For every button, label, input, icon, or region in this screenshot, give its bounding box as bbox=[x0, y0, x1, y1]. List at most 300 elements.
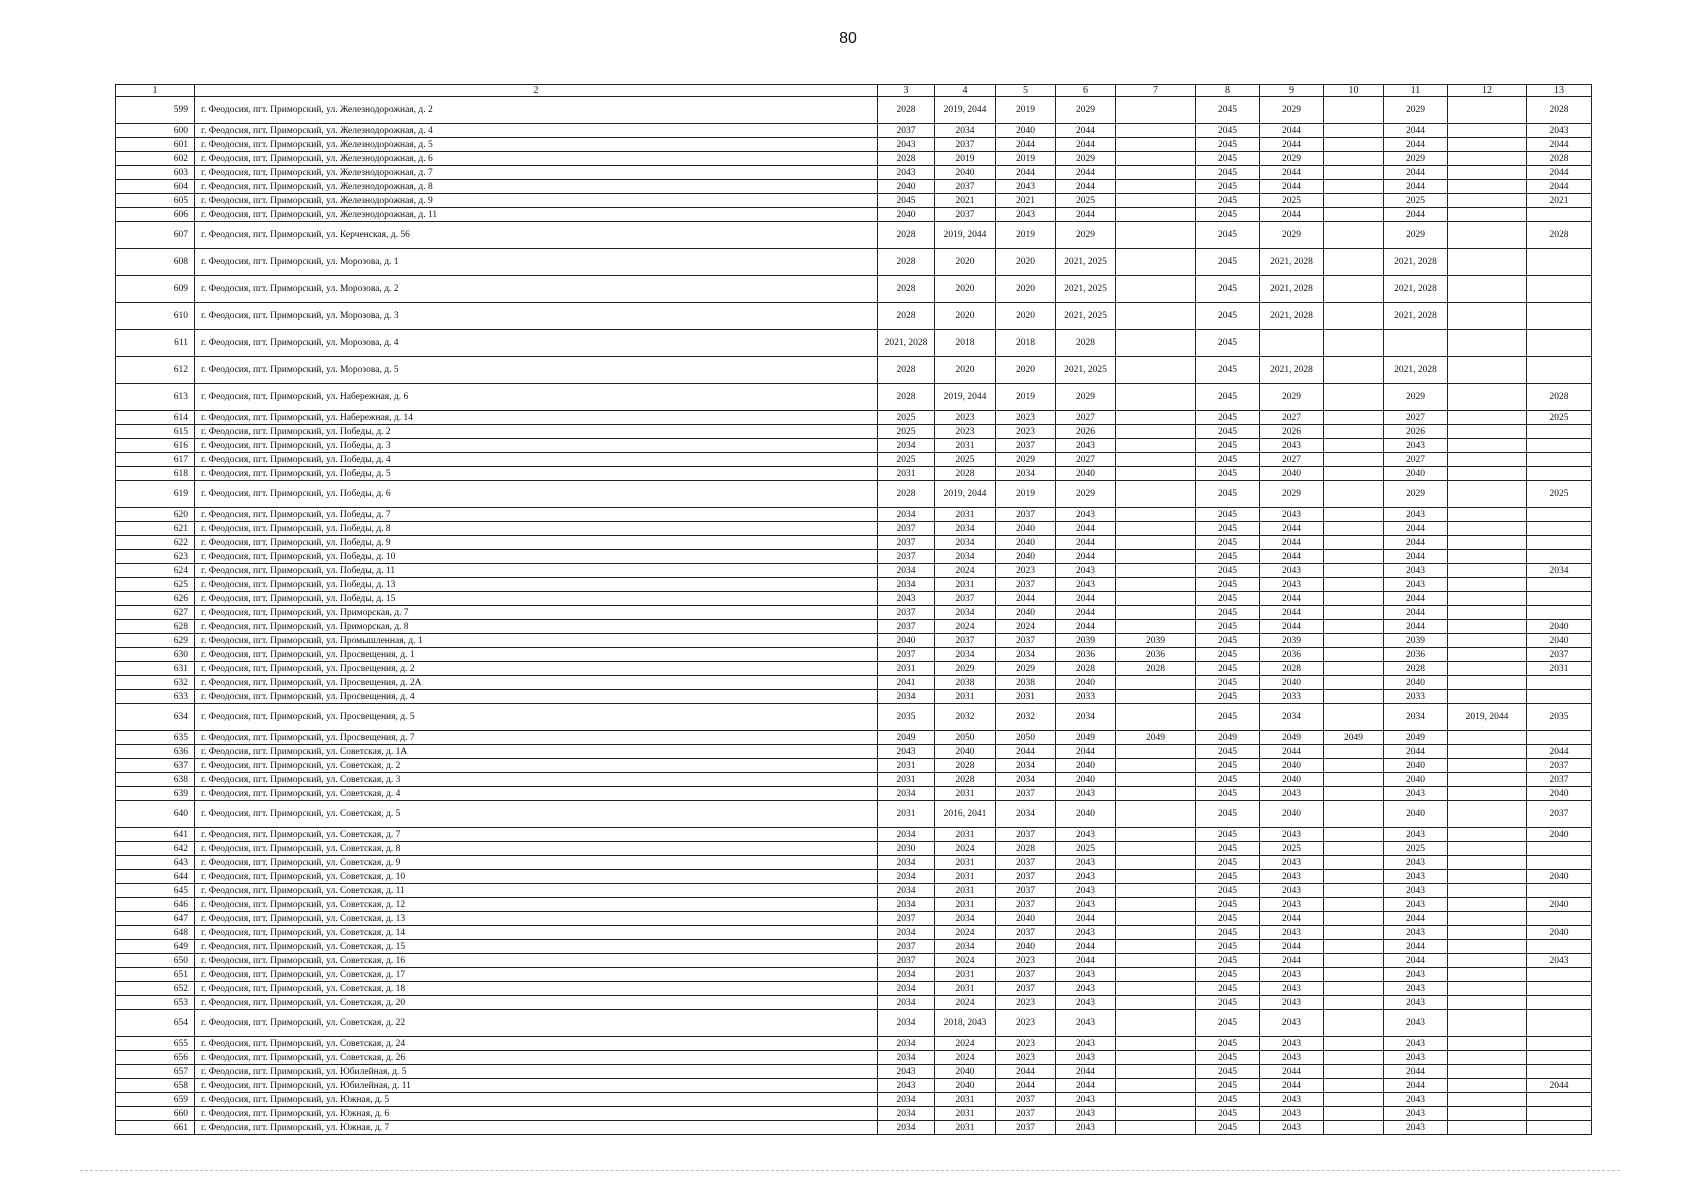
year-cell: 2024 bbox=[935, 564, 996, 578]
year-cell: 2044 bbox=[1056, 954, 1116, 968]
year-cell: 2029 bbox=[1260, 481, 1324, 508]
year-cell: 2037 bbox=[935, 634, 996, 648]
year-cell bbox=[1527, 1065, 1592, 1079]
year-cell: 2034 bbox=[935, 606, 996, 620]
row-number-cell: 604 bbox=[116, 180, 195, 194]
address-cell: г. Феодосия, пгт. Приморский, ул. Набережная, д. 6 bbox=[195, 384, 878, 411]
year-cell bbox=[1527, 357, 1592, 384]
year-cell: 2034 bbox=[935, 124, 996, 138]
year-cell: 2026 bbox=[1260, 425, 1324, 439]
year-cell: 2044 bbox=[1056, 550, 1116, 564]
year-cell: 2039 bbox=[1056, 634, 1116, 648]
year-cell: 2040 bbox=[1056, 467, 1116, 481]
year-cell: 2040 bbox=[996, 912, 1056, 926]
year-cell bbox=[1116, 522, 1196, 536]
row-number-cell: 649 bbox=[116, 940, 195, 954]
year-cell: 2045 bbox=[1196, 690, 1260, 704]
row-number-cell: 608 bbox=[116, 249, 195, 276]
address-cell: г. Феодосия, пгт. Приморский, ул. Железнодорожная, д. 8 bbox=[195, 180, 878, 194]
year-cell bbox=[1448, 564, 1527, 578]
year-cell bbox=[1527, 856, 1592, 870]
row-number-cell: 613 bbox=[116, 384, 195, 411]
year-cell: 2027 bbox=[1056, 411, 1116, 425]
address-cell: г. Феодосия, пгт. Приморский, ул. Приморская, д. 7 bbox=[195, 606, 878, 620]
address-cell: г. Феодосия, пгт. Приморский, ул. Советская, д. 8 bbox=[195, 842, 878, 856]
year-cell: 2037 bbox=[935, 592, 996, 606]
row-number-cell: 640 bbox=[116, 801, 195, 828]
year-cell: 2040 bbox=[1527, 898, 1592, 912]
year-cell bbox=[1448, 578, 1527, 592]
year-cell: 2040 bbox=[935, 166, 996, 180]
year-cell bbox=[1324, 759, 1384, 773]
table-row bbox=[116, 704, 1592, 731]
table-row bbox=[116, 1051, 1592, 1065]
year-cell: 2034 bbox=[1384, 704, 1448, 731]
year-cell: 2045 bbox=[1196, 194, 1260, 208]
year-cell bbox=[1324, 249, 1384, 276]
year-cell: 2040 bbox=[1527, 787, 1592, 801]
year-cell bbox=[1448, 648, 1527, 662]
year-cell: 2040 bbox=[1056, 676, 1116, 690]
year-cell: 2043 bbox=[1384, 884, 1448, 898]
table-row bbox=[116, 425, 1592, 439]
row-number-cell: 612 bbox=[116, 357, 195, 384]
year-cell: 2034 bbox=[878, 996, 935, 1010]
address-cell: г. Феодосия, пгт. Приморский, ул. Железнодорожная, д. 6 bbox=[195, 152, 878, 166]
year-cell bbox=[1116, 439, 1196, 453]
address-cell: г. Феодосия, пгт. Приморский, ул. Советская, д. 2 bbox=[195, 759, 878, 773]
year-cell bbox=[1324, 842, 1384, 856]
table-row bbox=[116, 759, 1592, 773]
year-cell bbox=[1116, 870, 1196, 884]
year-cell bbox=[1448, 620, 1527, 634]
table-row bbox=[116, 357, 1592, 384]
year-cell: 2028 bbox=[878, 152, 935, 166]
address-cell: г. Феодосия, пгт. Приморский, ул. Морозова, д. 5 bbox=[195, 357, 878, 384]
year-cell: 2043 bbox=[1260, 898, 1324, 912]
year-cell: 2040 bbox=[1056, 759, 1116, 773]
year-cell bbox=[1448, 124, 1527, 138]
year-cell bbox=[1116, 249, 1196, 276]
year-cell: 2028 bbox=[1260, 662, 1324, 676]
year-cell bbox=[1116, 124, 1196, 138]
year-cell bbox=[1448, 166, 1527, 180]
year-cell: 2044 bbox=[996, 592, 1056, 606]
table-row bbox=[116, 870, 1592, 884]
year-cell: 2028 bbox=[1116, 662, 1196, 676]
year-cell bbox=[1448, 152, 1527, 166]
year-cell: 2034 bbox=[878, 884, 935, 898]
year-cell: 2029 bbox=[1056, 481, 1116, 508]
year-cell: 2021, 2028 bbox=[1384, 249, 1448, 276]
year-cell: 2045 bbox=[1196, 384, 1260, 411]
year-cell bbox=[1448, 1065, 1527, 1079]
year-cell bbox=[1324, 1037, 1384, 1051]
year-cell: 2028 bbox=[878, 481, 935, 508]
year-cell bbox=[1448, 384, 1527, 411]
year-cell bbox=[1324, 787, 1384, 801]
row-number-cell: 618 bbox=[116, 467, 195, 481]
year-cell bbox=[1116, 578, 1196, 592]
year-cell bbox=[1448, 1037, 1527, 1051]
row-number-cell: 625 bbox=[116, 578, 195, 592]
year-cell bbox=[1527, 1037, 1592, 1051]
table-row bbox=[116, 180, 1592, 194]
year-cell: 2033 bbox=[1260, 690, 1324, 704]
year-cell: 2043 bbox=[1260, 926, 1324, 940]
year-cell: 2037 bbox=[996, 828, 1056, 842]
row-number-cell: 620 bbox=[116, 508, 195, 522]
year-cell: 2037 bbox=[878, 620, 935, 634]
year-cell bbox=[1448, 954, 1527, 968]
year-cell: 2021, 2028 bbox=[1384, 357, 1448, 384]
year-cell bbox=[1448, 842, 1527, 856]
year-cell: 2027 bbox=[1056, 453, 1116, 467]
year-cell: 2029 bbox=[1384, 384, 1448, 411]
address-cell: г. Феодосия, пгт. Приморский, ул. Советская, д. 5 bbox=[195, 801, 878, 828]
year-cell bbox=[1116, 606, 1196, 620]
year-cell: 2043 bbox=[1260, 884, 1324, 898]
year-cell: 2045 bbox=[1196, 1079, 1260, 1093]
address-cell: г. Феодосия, пгт. Приморский, ул. Юбилейная, д. 5 bbox=[195, 1065, 878, 1079]
year-cell bbox=[1116, 166, 1196, 180]
year-cell bbox=[1324, 856, 1384, 870]
year-cell bbox=[1448, 745, 1527, 759]
year-cell bbox=[1527, 1093, 1592, 1107]
year-cell bbox=[1116, 1107, 1196, 1121]
year-cell: 2044 bbox=[1260, 912, 1324, 926]
address-cell: г. Феодосия, пгт. Приморский, ул. Приморская, д. 8 bbox=[195, 620, 878, 634]
year-cell: 2043 bbox=[1384, 1107, 1448, 1121]
year-cell bbox=[1116, 303, 1196, 330]
address-cell: г. Феодосия, пгт. Приморский, ул. Советская, д. 14 bbox=[195, 926, 878, 940]
year-cell: 2035 bbox=[878, 704, 935, 731]
year-cell: 2031 bbox=[1527, 662, 1592, 676]
year-cell: 2044 bbox=[1384, 180, 1448, 194]
year-cell: 2018, 2043 bbox=[935, 1010, 996, 1037]
year-cell bbox=[1527, 425, 1592, 439]
year-cell: 2040 bbox=[935, 745, 996, 759]
year-cell: 2034 bbox=[878, 856, 935, 870]
year-cell bbox=[1527, 578, 1592, 592]
year-cell bbox=[1448, 801, 1527, 828]
year-cell bbox=[1448, 276, 1527, 303]
year-cell: 2037 bbox=[1527, 773, 1592, 787]
year-cell: 2031 bbox=[935, 898, 996, 912]
year-cell: 2043 bbox=[1260, 870, 1324, 884]
row-number-cell: 628 bbox=[116, 620, 195, 634]
table-row bbox=[116, 453, 1592, 467]
address-cell: г. Феодосия, пгт. Приморский, ул. Просвещения, д. 5 bbox=[195, 704, 878, 731]
year-cell bbox=[1324, 1093, 1384, 1107]
year-cell bbox=[1448, 1093, 1527, 1107]
address-cell: г. Феодосия, пгт. Приморский, ул. Советская, д. 24 bbox=[195, 1037, 878, 1051]
row-number-cell: 638 bbox=[116, 773, 195, 787]
column-header: 7 bbox=[1116, 85, 1196, 97]
year-cell: 2045 bbox=[878, 194, 935, 208]
year-cell: 2028 bbox=[1056, 662, 1116, 676]
year-cell: 2040 bbox=[1260, 801, 1324, 828]
column-header: 8 bbox=[1196, 85, 1260, 97]
year-cell: 2043 bbox=[1384, 898, 1448, 912]
year-cell: 2034 bbox=[878, 1121, 935, 1135]
row-number-cell: 656 bbox=[116, 1051, 195, 1065]
year-cell bbox=[1116, 745, 1196, 759]
year-cell: 2045 bbox=[1196, 801, 1260, 828]
year-cell: 2043 bbox=[1056, 856, 1116, 870]
year-cell: 2040 bbox=[1260, 773, 1324, 787]
year-cell: 2029 bbox=[1056, 152, 1116, 166]
table-row bbox=[116, 856, 1592, 870]
year-cell bbox=[1448, 592, 1527, 606]
year-cell bbox=[1116, 912, 1196, 926]
address-cell: г. Феодосия, пгт. Приморский, ул. Железнодорожная, д. 7 bbox=[195, 166, 878, 180]
table-row bbox=[116, 731, 1592, 745]
year-cell: 2044 bbox=[1260, 1065, 1324, 1079]
year-cell: 2044 bbox=[1260, 208, 1324, 222]
address-cell: г. Феодосия, пгт. Приморский, ул. Победы, д. 6 bbox=[195, 481, 878, 508]
year-cell: 2044 bbox=[996, 166, 1056, 180]
row-number-cell: 619 bbox=[116, 481, 195, 508]
year-cell: 2045 bbox=[1196, 745, 1260, 759]
row-number-cell: 599 bbox=[116, 97, 195, 124]
year-cell bbox=[1116, 508, 1196, 522]
year-cell: 2025 bbox=[1527, 481, 1592, 508]
year-cell: 2037 bbox=[996, 982, 1056, 996]
year-cell: 2043 bbox=[996, 208, 1056, 222]
year-cell: 2049 bbox=[1384, 731, 1448, 745]
header-row bbox=[116, 85, 1592, 97]
page-number: 80 bbox=[839, 30, 857, 47]
year-cell: 2044 bbox=[1056, 166, 1116, 180]
address-cell: г. Феодосия, пгт. Приморский, ул. Морозова, д. 1 bbox=[195, 249, 878, 276]
address-cell: г. Феодосия, пгт. Приморский, ул. Южная, д. 7 bbox=[195, 1121, 878, 1135]
year-cell bbox=[1324, 564, 1384, 578]
year-cell: 2024 bbox=[935, 926, 996, 940]
year-cell: 2045 bbox=[1196, 773, 1260, 787]
table-row bbox=[116, 996, 1592, 1010]
year-cell: 2044 bbox=[1056, 536, 1116, 550]
year-cell: 2031 bbox=[935, 1121, 996, 1135]
year-cell bbox=[1116, 856, 1196, 870]
year-cell: 2034 bbox=[878, 1010, 935, 1037]
year-cell bbox=[1448, 773, 1527, 787]
year-cell bbox=[1116, 898, 1196, 912]
year-cell bbox=[1527, 1010, 1592, 1037]
year-cell: 2038 bbox=[996, 676, 1056, 690]
year-cell: 2036 bbox=[1260, 648, 1324, 662]
row-number-cell: 624 bbox=[116, 564, 195, 578]
year-cell bbox=[1324, 384, 1384, 411]
year-cell: 2031 bbox=[935, 787, 996, 801]
year-cell: 2037 bbox=[996, 926, 1056, 940]
year-cell: 2019 bbox=[996, 152, 1056, 166]
year-cell: 2026 bbox=[1384, 425, 1448, 439]
year-cell: 2034 bbox=[878, 1107, 935, 1121]
year-cell: 2045 bbox=[1196, 898, 1260, 912]
table-row bbox=[116, 884, 1592, 898]
year-cell: 2043 bbox=[878, 138, 935, 152]
year-cell bbox=[1527, 1051, 1592, 1065]
year-cell bbox=[1116, 97, 1196, 124]
year-cell: 2025 bbox=[1384, 194, 1448, 208]
address-cell: г. Феодосия, пгт. Приморский, ул. Набережная, д. 14 bbox=[195, 411, 878, 425]
year-cell bbox=[1448, 690, 1527, 704]
year-cell: 2050 bbox=[935, 731, 996, 745]
year-cell: 2044 bbox=[1056, 745, 1116, 759]
year-cell bbox=[1448, 870, 1527, 884]
year-cell: 2031 bbox=[935, 828, 996, 842]
year-cell: 2034 bbox=[878, 439, 935, 453]
year-cell: 2043 bbox=[1260, 856, 1324, 870]
year-cell bbox=[1324, 1121, 1384, 1135]
address-cell: г. Феодосия, пгт. Приморский, ул. Советская, д. 1А bbox=[195, 745, 878, 759]
year-cell: 2043 bbox=[1056, 1010, 1116, 1037]
year-cell: 2043 bbox=[1056, 564, 1116, 578]
year-cell bbox=[1448, 330, 1527, 357]
row-number-cell: 609 bbox=[116, 276, 195, 303]
address-cell: г. Феодосия, пгт. Приморский, ул. Советская, д. 7 bbox=[195, 828, 878, 842]
year-cell bbox=[1116, 330, 1196, 357]
year-cell: 2037 bbox=[996, 870, 1056, 884]
year-cell: 2027 bbox=[1260, 411, 1324, 425]
year-cell bbox=[1448, 467, 1527, 481]
row-number-cell: 631 bbox=[116, 662, 195, 676]
year-cell: 2045 bbox=[1196, 208, 1260, 222]
year-cell bbox=[1324, 940, 1384, 954]
year-cell: 2040 bbox=[1056, 801, 1116, 828]
year-cell bbox=[1324, 357, 1384, 384]
year-cell: 2025 bbox=[878, 453, 935, 467]
year-cell: 2034 bbox=[935, 648, 996, 662]
year-cell: 2031 bbox=[878, 467, 935, 481]
address-cell: г. Феодосия, пгт. Приморский, ул. Советская, д. 26 bbox=[195, 1051, 878, 1065]
year-cell bbox=[1448, 303, 1527, 330]
year-cell: 2023 bbox=[996, 1037, 1056, 1051]
year-cell: 2043 bbox=[1260, 996, 1324, 1010]
year-cell: 2044 bbox=[996, 1065, 1056, 1079]
year-cell bbox=[1324, 222, 1384, 249]
row-number-cell: 647 bbox=[116, 912, 195, 926]
year-cell: 2043 bbox=[1260, 982, 1324, 996]
address-cell: г. Феодосия, пгт. Приморский, ул. Железнодорожная, д. 11 bbox=[195, 208, 878, 222]
year-cell: 2044 bbox=[1384, 522, 1448, 536]
year-cell: 2034 bbox=[878, 578, 935, 592]
year-cell: 2040 bbox=[996, 940, 1056, 954]
year-cell: 2034 bbox=[878, 870, 935, 884]
year-cell: 2043 bbox=[1056, 828, 1116, 842]
table-row bbox=[116, 439, 1592, 453]
year-cell: 2043 bbox=[1384, 968, 1448, 982]
year-cell: 2044 bbox=[1384, 620, 1448, 634]
year-cell bbox=[1324, 801, 1384, 828]
year-cell: 2045 bbox=[1196, 1051, 1260, 1065]
year-cell: 2032 bbox=[996, 704, 1056, 731]
year-cell: 2045 bbox=[1196, 1010, 1260, 1037]
year-cell: 2028 bbox=[1056, 330, 1116, 357]
row-number-cell: 633 bbox=[116, 690, 195, 704]
year-cell bbox=[1448, 411, 1527, 425]
year-cell: 2045 bbox=[1196, 1065, 1260, 1079]
year-cell: 2043 bbox=[1527, 954, 1592, 968]
year-cell: 2043 bbox=[1260, 1093, 1324, 1107]
year-cell: 2043 bbox=[1384, 996, 1448, 1010]
year-cell: 2023 bbox=[935, 411, 996, 425]
year-cell bbox=[1448, 1107, 1527, 1121]
year-cell bbox=[1116, 1079, 1196, 1093]
address-cell: г. Феодосия, пгт. Приморский, ул. Советская, д. 9 bbox=[195, 856, 878, 870]
address-cell: г. Феодосия, пгт. Приморский, ул. Южная, д. 6 bbox=[195, 1107, 878, 1121]
year-cell: 2034 bbox=[935, 522, 996, 536]
table-row bbox=[116, 606, 1592, 620]
address-cell: г. Феодосия, пгт. Приморский, ул. Просвещения, д. 7 bbox=[195, 731, 878, 745]
year-cell: 2028 bbox=[878, 384, 935, 411]
year-cell bbox=[1448, 1079, 1527, 1093]
year-cell: 2021, 2028 bbox=[878, 330, 935, 357]
year-cell: 2023 bbox=[996, 564, 1056, 578]
year-cell: 2045 bbox=[1196, 662, 1260, 676]
year-cell bbox=[1324, 276, 1384, 303]
year-cell bbox=[1116, 982, 1196, 996]
year-cell: 2034 bbox=[996, 773, 1056, 787]
year-cell: 2037 bbox=[996, 578, 1056, 592]
row-number-cell: 603 bbox=[116, 166, 195, 180]
year-cell: 2034 bbox=[1056, 704, 1116, 731]
year-cell: 2040 bbox=[1056, 773, 1116, 787]
year-cell: 2024 bbox=[935, 620, 996, 634]
year-cell: 2044 bbox=[1384, 536, 1448, 550]
year-cell bbox=[1448, 884, 1527, 898]
year-cell: 2044 bbox=[1056, 138, 1116, 152]
year-cell bbox=[1116, 996, 1196, 1010]
year-cell: 2021, 2025 bbox=[1056, 357, 1116, 384]
year-cell bbox=[1448, 898, 1527, 912]
year-cell: 2037 bbox=[935, 180, 996, 194]
column-header: 3 bbox=[878, 85, 935, 97]
address-cell: г. Феодосия, пгт. Приморский, ул. Юбилейная, д. 11 bbox=[195, 1079, 878, 1093]
year-cell: 2040 bbox=[878, 180, 935, 194]
year-cell: 2023 bbox=[996, 411, 1056, 425]
year-cell bbox=[1324, 1107, 1384, 1121]
year-cell bbox=[1116, 968, 1196, 982]
year-cell: 2028 bbox=[878, 357, 935, 384]
year-cell: 2031 bbox=[935, 884, 996, 898]
year-cell: 2037 bbox=[996, 787, 1056, 801]
year-cell: 2034 bbox=[1260, 704, 1324, 731]
year-cell bbox=[1527, 536, 1592, 550]
year-cell bbox=[1527, 208, 1592, 222]
year-cell bbox=[1324, 954, 1384, 968]
year-cell: 2028 bbox=[1527, 97, 1592, 124]
column-header: 6 bbox=[1056, 85, 1116, 97]
year-cell: 2044 bbox=[1527, 166, 1592, 180]
year-cell bbox=[1324, 982, 1384, 996]
address-cell: г. Феодосия, пгт. Приморский, ул. Победы, д. 4 bbox=[195, 453, 878, 467]
year-cell: 2043 bbox=[1260, 787, 1324, 801]
table-row bbox=[116, 1065, 1592, 1079]
year-cell: 2029 bbox=[1260, 152, 1324, 166]
scan-edge-line bbox=[80, 1170, 1620, 1171]
address-cell: г. Феодосия, пгт. Приморский, ул. Железнодорожная, д. 4 bbox=[195, 124, 878, 138]
year-cell bbox=[1116, 828, 1196, 842]
year-cell: 2043 bbox=[1056, 787, 1116, 801]
year-cell bbox=[1448, 634, 1527, 648]
table-row bbox=[116, 690, 1592, 704]
year-cell: 2040 bbox=[1260, 676, 1324, 690]
row-number-cell: 632 bbox=[116, 676, 195, 690]
year-cell: 2049 bbox=[1056, 731, 1116, 745]
year-cell bbox=[1116, 1065, 1196, 1079]
